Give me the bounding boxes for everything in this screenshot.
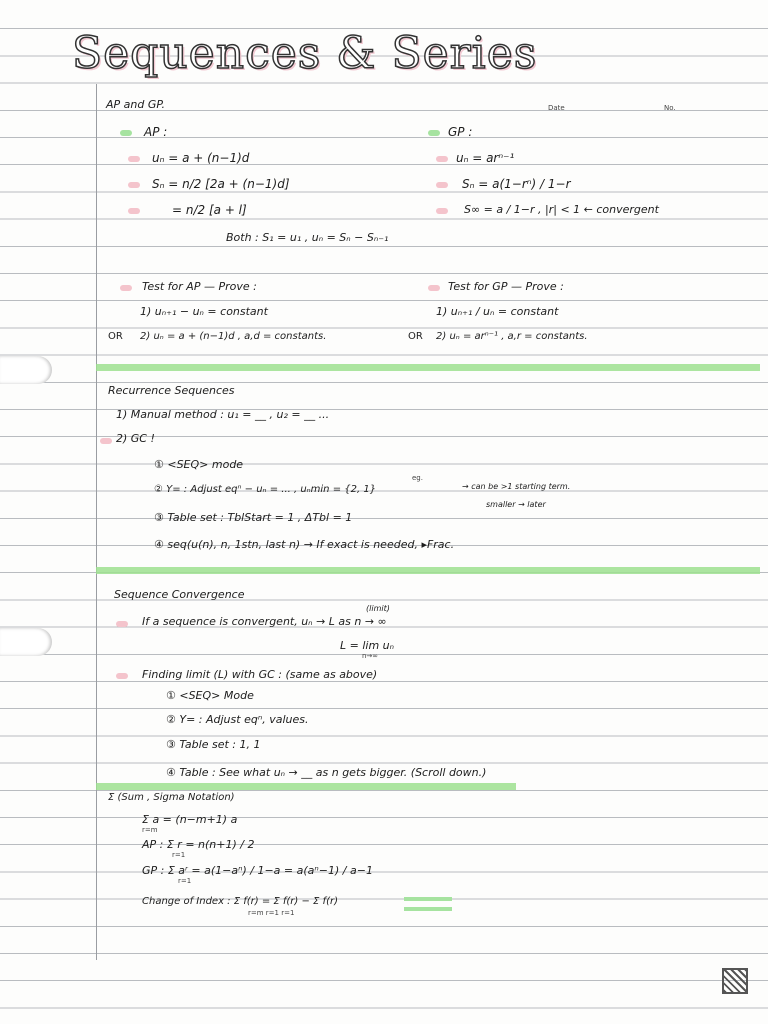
limit-step-1: ① <SEQ> Mode [166,689,254,702]
bullet [436,182,448,188]
change-of-index-sub: r=m r=1 r=1 [248,909,295,917]
sigma-ap-sub: r=1 [172,851,186,859]
limit-step-2: ② Y= : Adjust eqⁿ, values. [166,713,309,726]
ap-sn-formula: Sₙ = n/2 [2a + (n−1)d] [152,177,290,191]
publisher-logo [722,968,748,994]
bullet [128,182,140,188]
sigma-constant: Σ a = (n−m+1) a [142,813,238,826]
punch-hole [0,356,52,384]
ap-title: AP : [144,125,168,139]
highlight-band [96,567,760,574]
gc-step-2: ② Y= : Adjust eqⁿ − uₙ = ... , uₙmin = {2, 1} [154,484,377,495]
gc-step-3: ③ Table set : TblStart = 1 , ΔTbl = 1 [154,511,353,524]
gp-title: GP : [448,125,473,139]
bullet [128,208,140,214]
test-gp-title: Test for GP — Prove : [448,280,564,293]
gc-step-4: ④ seq(u(n), n, 1stn, last n) → If exact is needed, ▸Frac. [154,538,455,551]
section-heading-ap-gp: AP and GP. [106,98,165,111]
finding-limit: Finding limit (L) with GC : (same as above) [142,668,378,681]
test-gp-1: 1) uₙ₊₁ / uₙ = constant [436,305,559,318]
bullet [100,438,112,444]
gp-sinf-formula: S∞ = a / 1−r , |r| < 1 ← convergent [464,203,659,216]
sigma-title: Σ (Sum , Sigma Notation) [108,792,235,803]
gc-step-2-note: → can be >1 starting term. [462,482,571,491]
limit-step-3: ③ Table set : 1, 1 [166,738,261,751]
highlight-band [96,783,516,790]
no-label: No. [664,104,676,112]
ap-sn-formula-2: = n/2 [a + l] [172,203,247,217]
punch-hole [0,628,52,656]
limit-formula: L = lim uₙ [340,639,395,652]
gc-step-1: ① <SEQ> mode [154,458,244,471]
bullet [116,673,128,679]
gc-heading: 2) GC ! [116,432,155,445]
or-label: OR [408,331,423,342]
bullet [120,130,132,136]
highlight-band [96,364,760,371]
recurrence-title: Recurrence Sequences [108,384,235,397]
gc-step-2-note-2: smaller → later [486,500,546,509]
bullet [436,156,448,162]
page-title: Sequences & Series [72,28,538,79]
limit-subscript: n→∞ [362,652,379,660]
manual-method: 1) Manual method : u₁ = __ , u₂ = __ ... [116,408,330,421]
bullet [128,156,140,162]
change-of-index: Change of Index : Σ f(r) = Σ f(r) − Σ f(r) [142,896,338,907]
test-ap-title: Test for AP — Prove : [142,280,257,293]
ap-un-formula: uₙ = a + (n−1)d [152,151,250,165]
sigma-gp-sub: r=1 [178,877,192,885]
margin-line [96,84,97,960]
limit-step-4: ④ Table : See what uₙ → __ as n gets bigger. (Scroll down.) [166,766,487,779]
bullet [428,130,440,136]
highlight-mark [404,907,452,911]
convergence-statement: If a sequence is convergent, uₙ → L as n → ∞ [142,615,387,628]
gp-un-formula: uₙ = arⁿ⁻¹ [456,151,515,165]
limit-label: (limit) [366,604,390,613]
sigma-constant-sub: r=m [142,826,158,834]
bullet [436,208,448,214]
test-ap-2: 2) uₙ = a + (n−1)d , a,d = constants. [140,331,327,342]
bullet [428,285,440,291]
date-label: Date [548,104,565,112]
sigma-gp: GP : Σ aʳ = a(1−aⁿ) / 1−a = a(aⁿ−1) / a−1 [142,864,373,877]
or-label: OR [108,331,123,342]
sigma-ap: AP : Σ r = n(n+1) / 2 [142,838,255,851]
both-note: Both : S₁ = u₁ , uₙ = Sₙ − Sₙ₋₁ [226,231,389,244]
bullet [116,621,128,627]
bullet [120,285,132,291]
test-ap-1: 1) uₙ₊₁ − uₙ = constant [140,305,268,318]
highlight-mark [404,897,452,901]
test-gp-2: 2) uₙ = arⁿ⁻¹ , a,r = constants. [436,331,588,342]
convergence-title: Sequence Convergence [114,588,245,601]
eg-label: eg. [412,474,423,482]
gp-sn-formula: Sₙ = a(1−rⁿ) / 1−r [462,177,571,191]
